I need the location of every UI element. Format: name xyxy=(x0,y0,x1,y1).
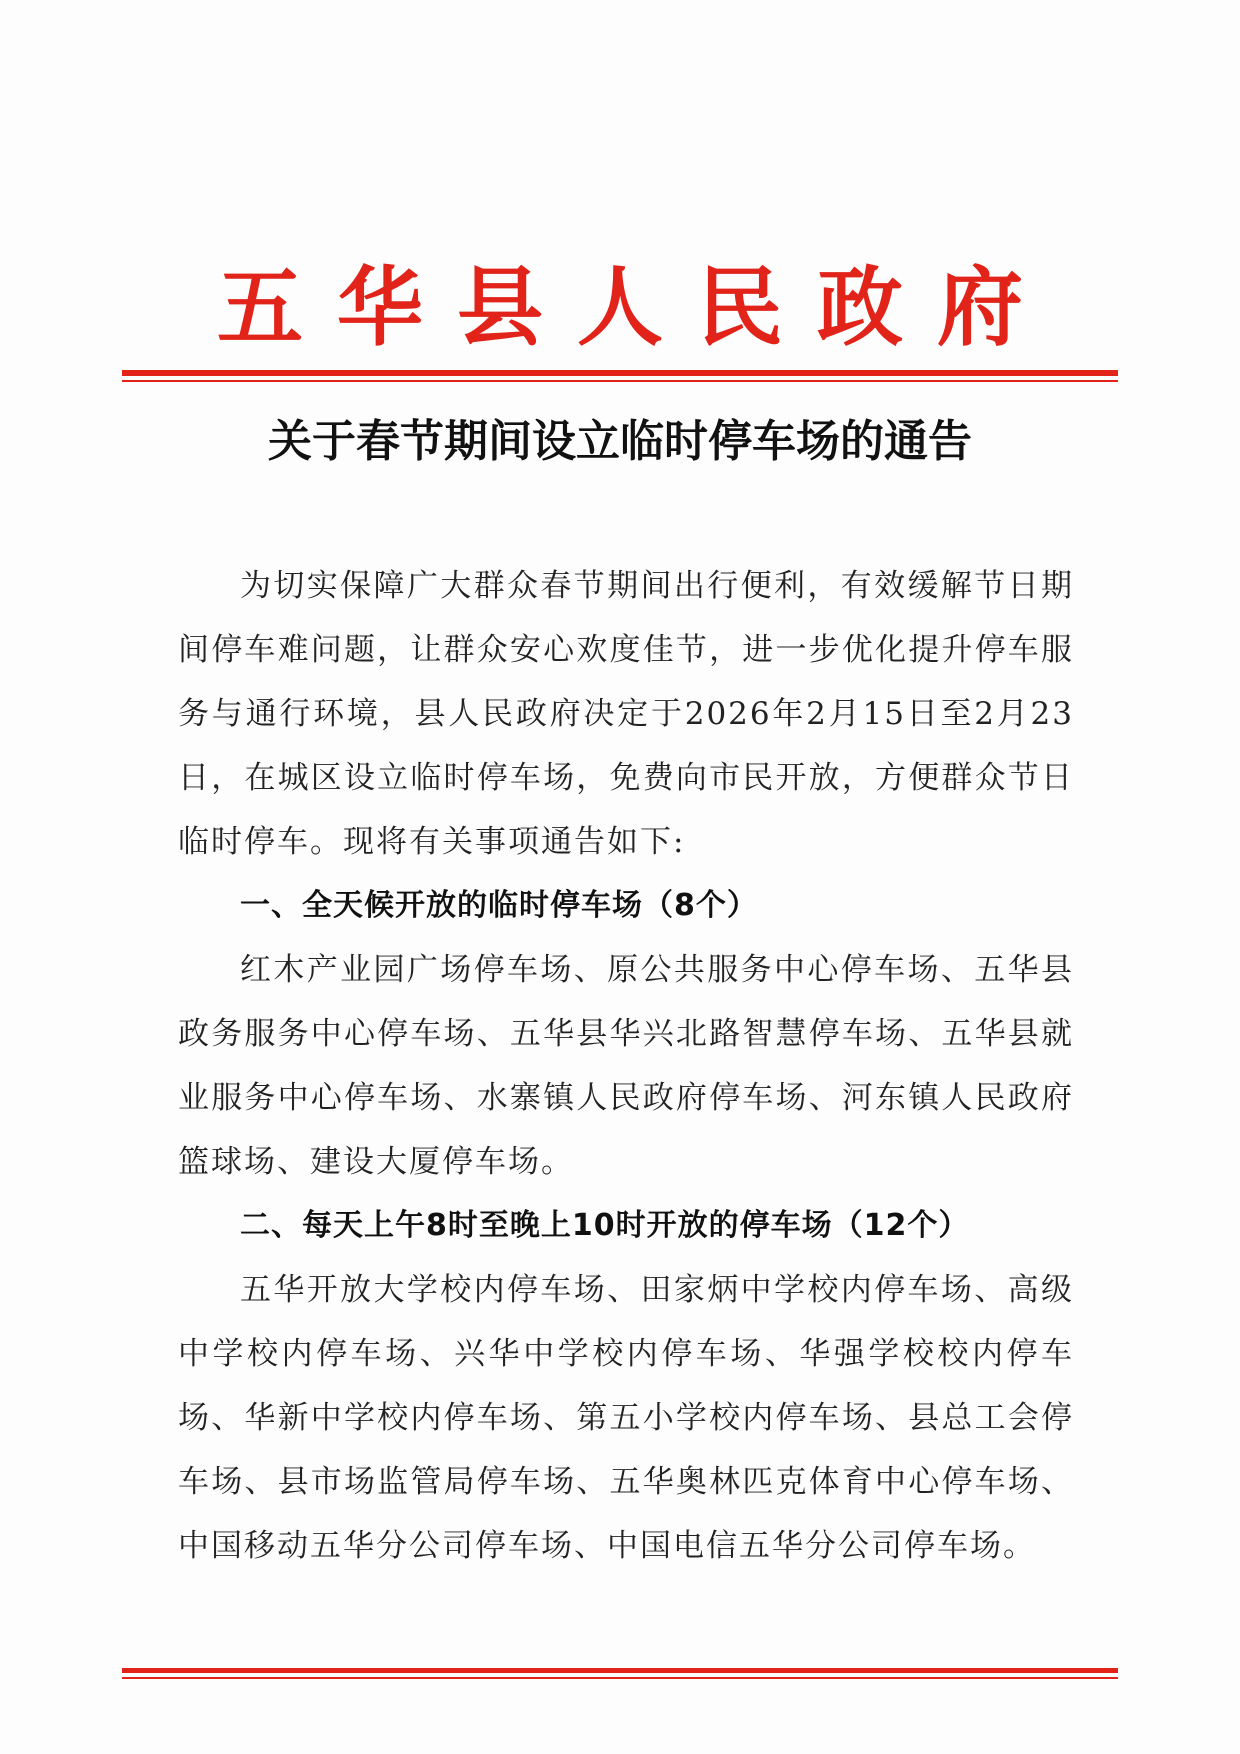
intro-paragraph: 为切实保障广大群众春节期间出行便利，有效缓解节日期间停车难问题，让群众安心欢度佳节，进一步优化提升停车服务与通行环境，县人民政府决定于2026年2月15日至2月23日，在城区设立临时停车场，免费向市民开放，方便群众节日临时停车。现将有关事项通告如下: xyxy=(178,568,1074,860)
document-title: 关于春节期间设立临时停车场的通告 xyxy=(268,416,972,467)
document-body xyxy=(178,554,1074,1578)
header-divider-thin xyxy=(122,380,1118,382)
header-divider-thick xyxy=(122,370,1118,376)
section-content-2: 五华开放大学校内停车场、田家炳中学校内停车场、高级中学校内停车场、兴华中学校内停车场、华强学校校内停车场、华新中学校内停车场、第五小学校内停车场、县总工会停车场、县市场监管局停车场、五华奥林匹克体育中心停车场、中国移动五华分公司停车场、中国电信五华分公司停车场。 xyxy=(178,1272,1074,1564)
section-heading-1: 一、全天候开放的临时停车场（8个） xyxy=(240,888,758,923)
footer-divider-thick xyxy=(122,1668,1118,1673)
section-content-1: 红木产业园广场停车场、原公共服务中心停车场、五华县政务服务中心停车场、五华县华兴北路智慧停车场、五华县就业服务中心停车场、水寨镇人民政府停车场、河东镇人民政府篮球场、建设大厦停车场。 xyxy=(178,952,1074,1180)
footer-divider-thin xyxy=(122,1677,1118,1679)
section-heading-2: 二、每天上午8时至晚上10时开放的停车场（12个） xyxy=(240,1208,970,1243)
org-header: 五华县人民政府 xyxy=(217,257,1057,358)
